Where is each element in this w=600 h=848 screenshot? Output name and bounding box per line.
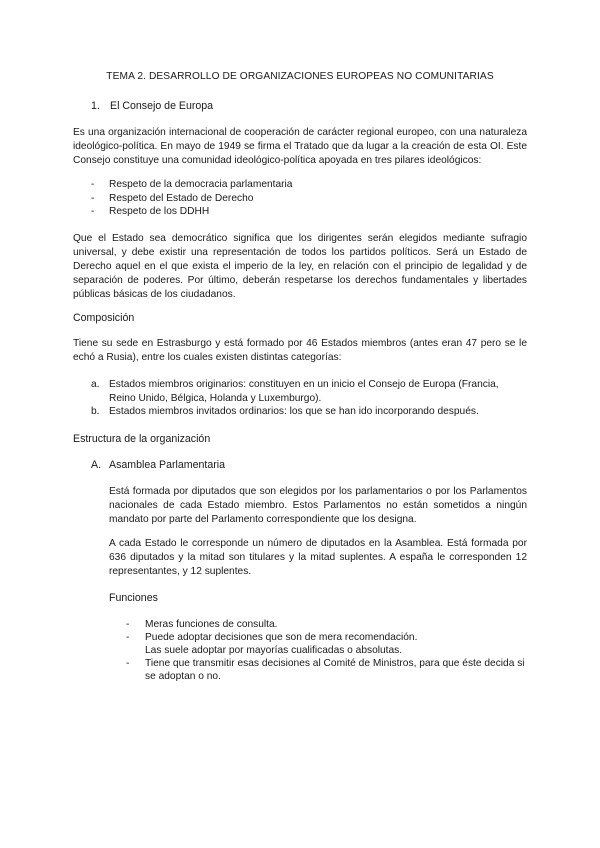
list-item [91,192,511,206]
funciones-list [126,618,528,683]
list-marker: - [126,619,130,630]
list-marker: - [91,206,95,217]
list-marker: - [126,632,130,643]
list-marker: a. [91,379,100,390]
list-marker: b. [91,406,100,417]
list-item [91,378,527,405]
composicion-paragraph: Tiene su sede en Estrasburgo y está formado por 46 Estados miembros (antes eran 47 pero se le echó a Rusia), entre los cuales existen distintas categorías: [73,338,527,363]
list-item [126,657,528,683]
funciones-heading: Funciones [109,592,158,604]
categories-list [91,378,527,419]
list-item [91,178,511,192]
list-item-text: Puede adoptar decisiones que son de mera recomendación. [145,632,418,643]
list-item-text: Respeto de los DDHH [109,206,210,217]
list-marker: - [91,192,95,204]
list-item-continuation: Las suele adoptar por mayorías cualificadas o absolutas. [145,645,403,656]
list-item-text: Respeto del Estado de Derecho [109,192,254,204]
list-marker: - [91,179,95,190]
list-item-text: Tiene que transmitir esas decisiones al Comité de Ministros, para que éste decida si se adoptan o no. [145,658,525,682]
list-item-text: Estados miembros originarios: constituyen en un inicio el Consejo de Europa (Francia, Reino Unido, Bélgica, Holanda y Luxemburgo). [109,379,499,404]
estructura-heading: Estructura de la organización [73,433,211,445]
document-title: TEMA 2. DESARROLLO DE ORGANIZACIONES EUROPEAS NO COMUNITARIAS [106,71,494,82]
list-item [91,405,527,419]
subsection-heading: Asamblea Parlamentaria [109,459,225,471]
list-item-text: Meras funciones de consulta. [145,619,278,630]
intro-paragraph: Es una organización internacional de cooperación de carácter regional europeo, con una naturaleza ideológico-política. En mayo de 1949 se firma el Tratado que da lugar a la creación de esta OI. Este Consejo constituye una comunidad ideológico-política apoyada en tres pilares ideológicos: [73,127,527,166]
section-number: 1. [91,100,100,112]
explanation-paragraph: Que el Estado sea democrático significa que los dirigentes serán elegidos mediante sufragio universal, y debe existir una representación de todos los partidos políticos. Será un Estado de Derecho aquel en el que exista el imperio de la ley, en relación con el principio de legalidad y de separación de poderes. Por último, deberán respetarse los derechos fundamentales y libertades públicas básicas de los ciudadanos. [73,233,527,300]
list-item-text: Estados miembros invitados ordinarios: los que se han ido incorporando después. [109,406,479,417]
subsection-marker: A. [91,459,102,471]
asamblea-paragraph-2: A cada Estado le corresponde un número de diputados en la Asamblea. Está formada por 636 diputados y la mitad son titulares y la mitad suplentes. A españa le corresponden 12 representantes, y 12 suplentes. [109,538,527,577]
section-heading: El Consejo de Europa [110,100,214,112]
list-item [126,618,528,631]
asamblea-paragraph-1: Está formada por diputados que son elegidos por los parlamentarios o por los Parlamentos nacionales de cada Estado miembro. Estos Parlamentos no están sometidos a ningún mandato por parte del Parlamento correspondiente que los designa. [109,486,527,525]
list-item-text: Respeto de la democracia parlamentaria [109,179,293,190]
list-item [91,205,511,219]
composicion-heading: Composición [73,312,135,324]
list-item [126,631,528,657]
pillars-list [91,178,511,219]
list-marker: - [126,658,130,669]
